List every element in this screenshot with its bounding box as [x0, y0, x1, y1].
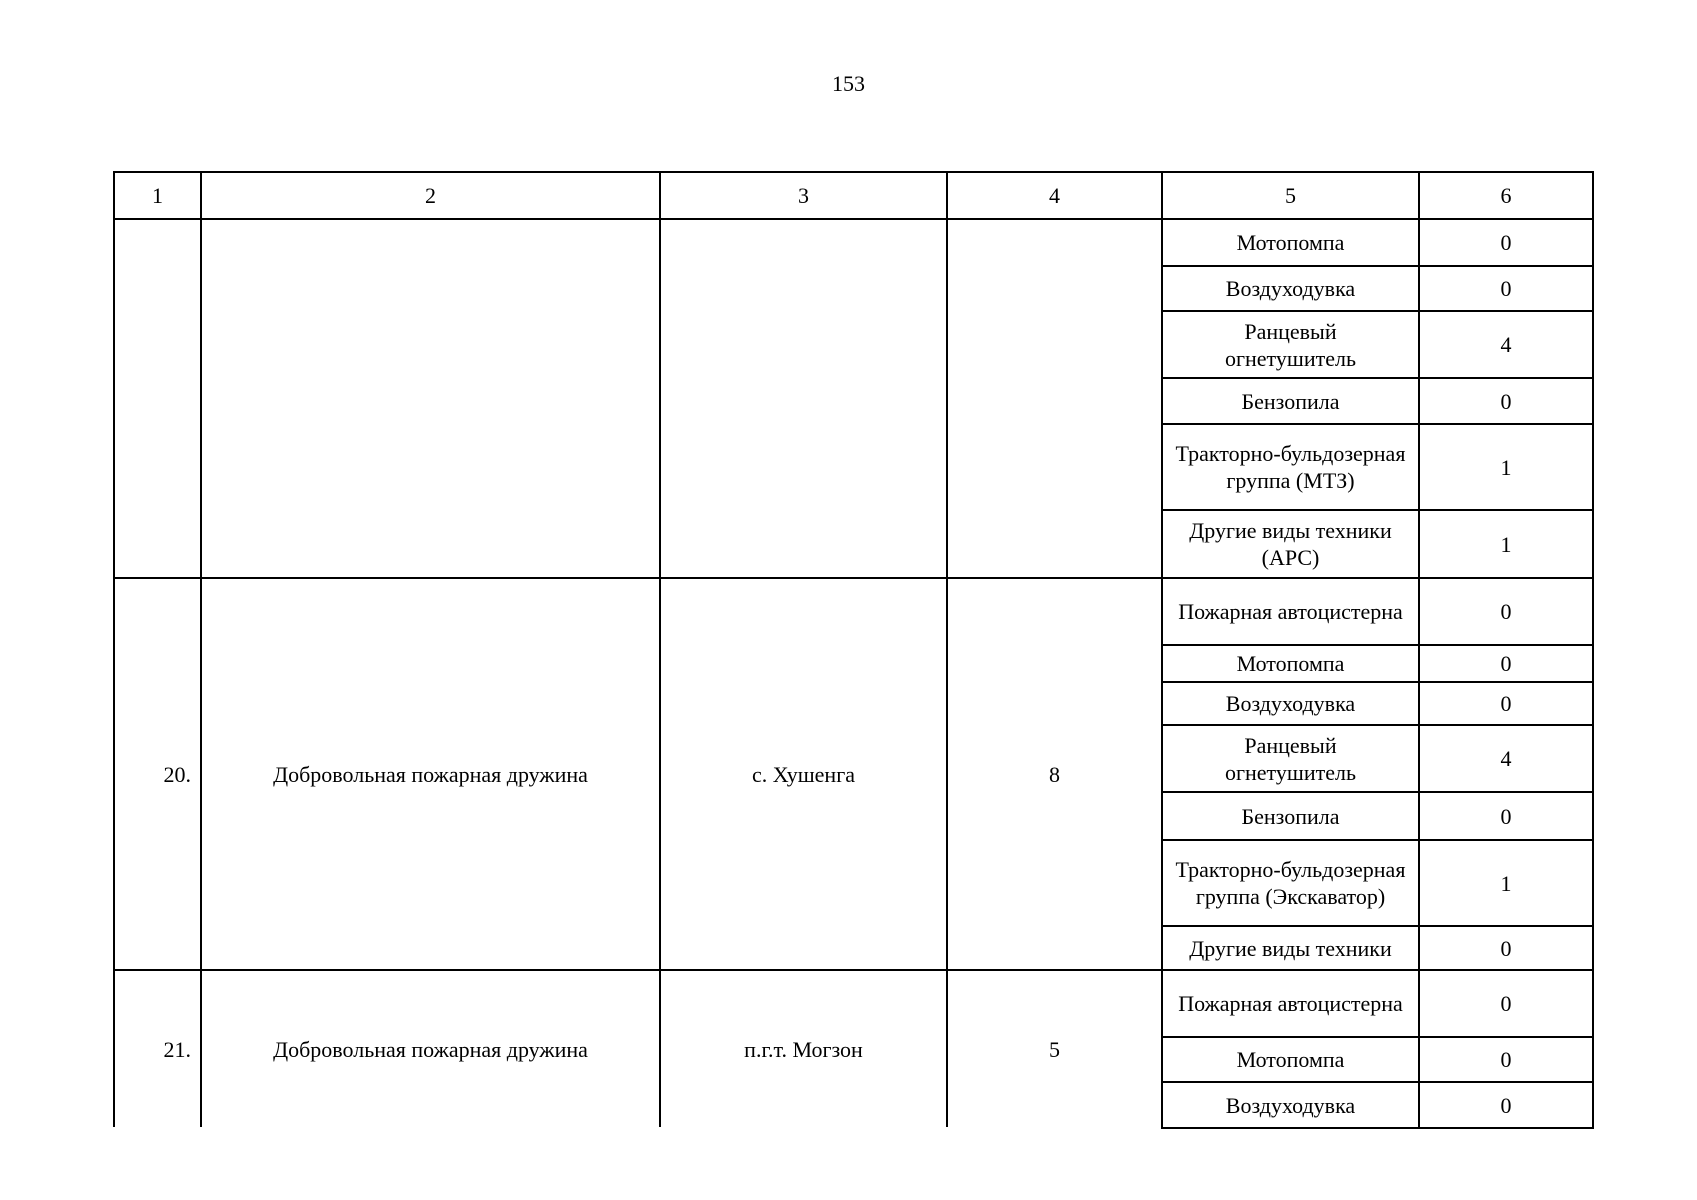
equipment-qty: 0 — [1500, 935, 1512, 961]
equipment-type: Воздуходувка — [1225, 276, 1356, 301]
header-cell-col1: 1 — [152, 183, 163, 208]
equipment-qty: 0 — [1500, 991, 1512, 1016]
row-number: 21. — [163, 1036, 191, 1062]
header-cell-col5: 5 — [1285, 183, 1296, 208]
equipment-qty: 1 — [1500, 870, 1512, 896]
equipment-qty: 0 — [1500, 276, 1512, 301]
header-cell-col3: 3 — [798, 183, 809, 208]
table-bottom-line — [1161, 1127, 1594, 1129]
location: с. Хушенга — [752, 761, 855, 787]
equipment-qty: 1 — [1500, 454, 1512, 480]
equipment-qty: 4 — [1500, 746, 1512, 771]
equipment-type: Воздуходувка — [1225, 1092, 1356, 1118]
header-cell-col2: 2 — [425, 183, 436, 208]
equipment-type: Мотопомпа — [1236, 651, 1345, 676]
page-number: 153 — [832, 71, 865, 96]
member-count: 5 — [1049, 1036, 1060, 1062]
equipment-qty: 0 — [1500, 651, 1512, 676]
equipment-type: Другие виды техники — [1189, 935, 1392, 961]
table-border-right — [1592, 172, 1594, 1129]
equipment-qty: 0 — [1500, 230, 1512, 255]
equipment-qty: 0 — [1500, 803, 1512, 829]
member-count: 8 — [1049, 761, 1060, 787]
equipment-type: Бензопила — [1241, 803, 1340, 829]
equipment-type: Пожарная автоцистерна — [1178, 991, 1403, 1016]
equipment-qty: 0 — [1500, 1047, 1512, 1072]
organization-name: Добровольная пожарная дружина — [273, 761, 588, 787]
equipment-qty: 0 — [1500, 599, 1512, 624]
equipment-type: Мотопомпа — [1236, 1047, 1345, 1072]
equipment-type: Бензопила — [1241, 388, 1340, 414]
header-cell-col4: 4 — [1049, 183, 1060, 208]
equipment-type: Тракторно-бульдозерная группа (Экскаватор) — [1175, 857, 1406, 909]
equipment-type: Тракторно-бульдозерная группа (МТЗ) — [1175, 441, 1406, 493]
row-number: 20. — [163, 761, 191, 787]
equipment-qty: 4 — [1500, 332, 1512, 357]
equipment-type: Другие виды техники (АРС) — [1189, 518, 1392, 570]
equipment-qty: 1 — [1500, 531, 1512, 557]
equipment-type: Ранцевый огнетушитель — [1225, 318, 1356, 371]
equipment-qty: 0 — [1500, 691, 1512, 716]
equipment-qty: 0 — [1500, 388, 1512, 414]
equipment-qty: 0 — [1500, 1092, 1512, 1118]
equipment-type: Воздуходувка — [1225, 691, 1356, 716]
equipment-type: Пожарная автоцистерна — [1178, 599, 1403, 624]
equipment-type: Мотопомпа — [1236, 230, 1345, 255]
location: п.г.т. Могзон — [744, 1036, 863, 1062]
equipment-type: Ранцевый огнетушитель — [1225, 732, 1356, 785]
organization-name: Добровольная пожарная дружина — [273, 1036, 588, 1062]
header-cell-col6: 6 — [1500, 183, 1512, 208]
